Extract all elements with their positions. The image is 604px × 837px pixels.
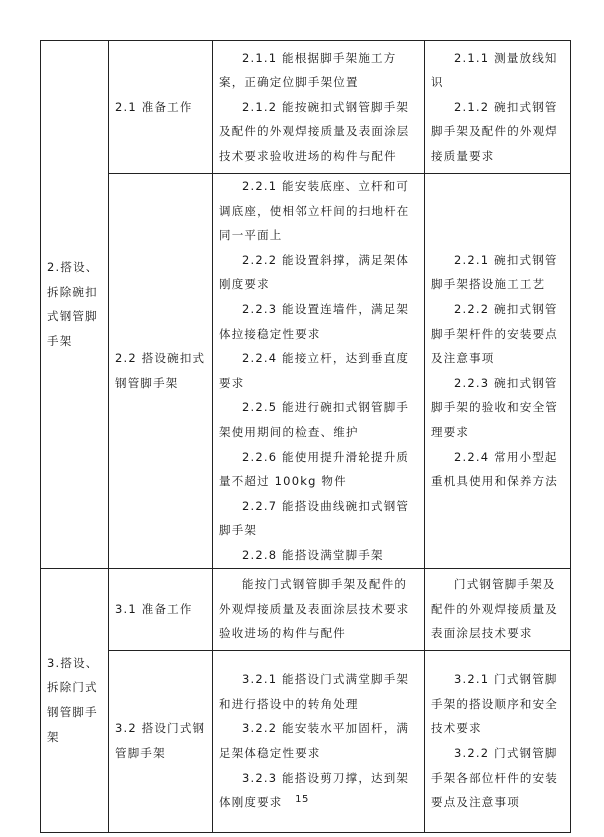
knowledge-item: 3.2.2 门式钢管脚手架各部位杆件的安装要点及注意事项 <box>431 746 558 810</box>
skill-item: 能按门式钢管脚手架及配件的外观焊接质量及表面涂层技术要求验收进场的构件与配件 <box>219 577 410 641</box>
skill-item: 2.2.4 能接立杆，达到垂直度要求 <box>219 351 410 390</box>
skill-item: 2.2.2 能设置斜撑，满足架体刚度要求 <box>219 252 410 292</box>
knowledge-requirements-cell <box>425 41 571 174</box>
knowledge-item: 2.1.2 碗扣式钢管脚手架及配件的外观焊接质量要求 <box>431 99 558 163</box>
skill-requirements-cell <box>213 174 425 569</box>
skill-standard-table <box>40 40 571 833</box>
skill-item: 2.1.2 能按碗扣式钢管脚手架及配件的外观焊接质量及表面涂层技术要求验收进场的构件与配件 <box>219 99 410 163</box>
work-unit-cell: 3.1 准备工作 <box>109 568 213 650</box>
skill-item: 2.2.3 能设置连墙件，满足架体拉接稳定性要求 <box>219 301 410 341</box>
knowledge-item: 2.2.4 常用小型起重机具使用和保养方法 <box>431 449 558 489</box>
knowledge-item: 2.1.1 测量放线知识 <box>431 50 558 90</box>
knowledge-item: 2.2.1 碗扣式钢管脚手架搭设施工工艺 <box>431 252 558 292</box>
skill-requirements-cell <box>213 41 425 174</box>
category-cell: 2.搭设、拆除碗扣式钢管脚手架 <box>41 41 109 569</box>
skill-requirements-cell <box>213 568 425 650</box>
knowledge-item: 门式钢管脚手架及配件的外观焊接质量及表面涂层技术要求 <box>431 577 558 641</box>
table-row <box>41 41 571 174</box>
page-number: 15 <box>295 794 309 805</box>
knowledge-requirements-cell <box>425 568 571 650</box>
knowledge-item: 2.2.3 碗扣式钢管脚手架的验收和安全管理要求 <box>431 375 558 439</box>
skill-item: 2.2.7 能搭设曲线碗扣式钢管脚手架 <box>219 498 410 538</box>
knowledge-item: 3.2.1 门式钢管脚手架的搭设顺序和安全技术要求 <box>431 672 558 736</box>
work-unit-cell: 2.2 搭设碗扣式钢管脚手架 <box>109 174 213 569</box>
skill-item: 2.2.1 能安装底座、立杆和可调底座，使相邻立杆间的扫地杆在同一平面上 <box>219 179 410 243</box>
table-row <box>41 174 571 569</box>
work-unit-cell: 3.2 搭设门式钢管脚手架 <box>109 650 213 832</box>
skill-item: 3.2.2 能安装水平加固杆，满足架体稳定性要求 <box>219 721 410 760</box>
skill-item: 2.2.6 能使用提升滑轮提升质量不超过 100kg 物件 <box>219 449 410 489</box>
category-cell: 3.搭设、拆除门式钢管脚手架 <box>41 568 109 832</box>
skill-item: 2.2.8 能搭设满堂脚手架 <box>242 547 384 562</box>
knowledge-requirements-cell <box>425 174 571 569</box>
skill-item: 2.1.1 能根据脚手架施工方案，正确定位脚手架位置 <box>219 50 397 90</box>
knowledge-item: 2.2.2 碗扣式钢管脚手架杆件的安装要点及注意事项 <box>431 301 558 366</box>
skill-item: 3.2.3 能搭设剪刀撑，达到架体刚度要求 <box>219 770 410 810</box>
work-unit-cell: 2.1 准备工作 <box>109 41 213 174</box>
table-row <box>41 568 571 650</box>
skill-item: 2.2.5 能进行碗扣式钢管脚手架使用期间的检查、维护 <box>219 400 410 439</box>
skill-item: 3.2.1 能搭设门式满堂脚手架和进行搭设中的转角处理 <box>219 672 410 711</box>
